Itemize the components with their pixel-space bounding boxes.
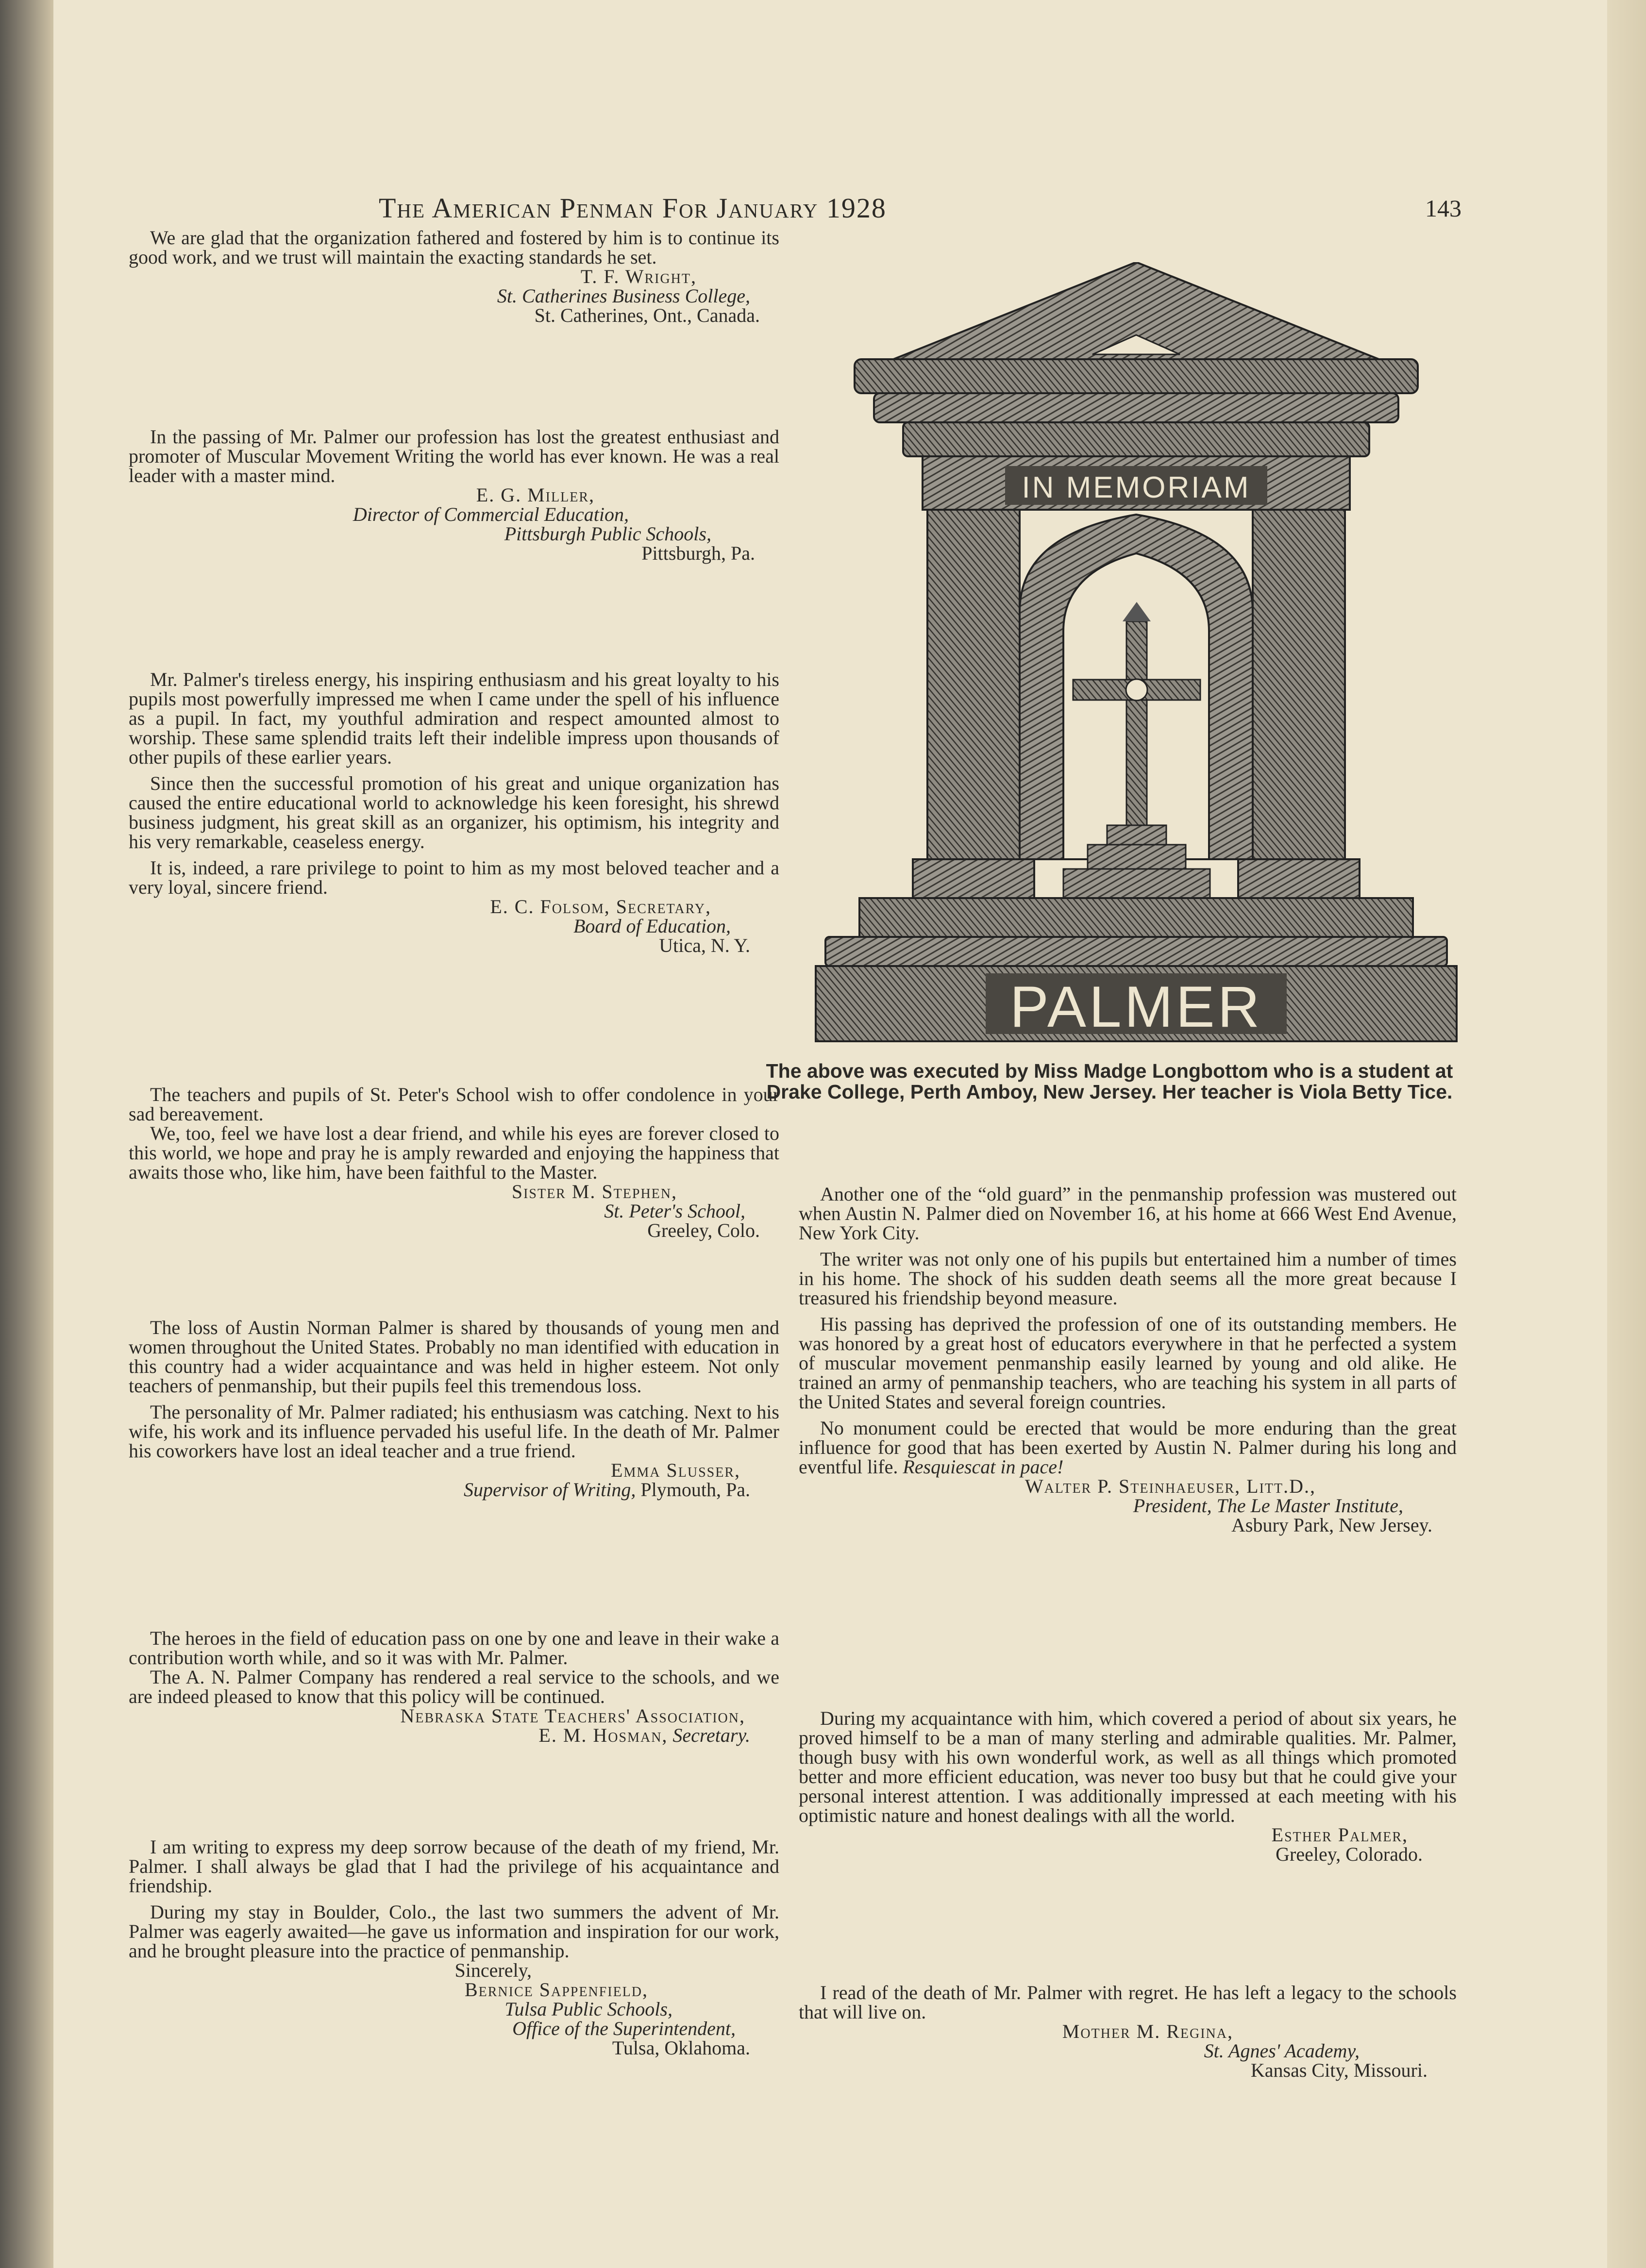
signature-location: Tulsa, Oklahoma. [612,2037,750,2059]
letter-paragraph: No monument could be erected that would be more enduring than the great influence for good that has been exerted by Austin N. Palmer during his long and eventful life. Resquiescat in pace! [799,1417,1457,1478]
letter-paragraph: The heroes in the field of education pass on one by one and leave in their wake a contribution worth while, and so it was with Mr. Palmer. [129,1627,779,1668]
page-edge [1607,0,1646,2268]
letter-paragraph: We are glad that the organization fathered and fostered by him is to continue its good work, and we trust will maintain the exacting standards he set. [129,227,779,268]
signature-name: E. C. Folsom, Secretary, [490,896,711,917]
header-title: The American Penman For January 1928 [379,192,887,224]
letter-miller [129,427,779,563]
signature-affiliation: Office of the Superintendent, [512,2018,736,2039]
letter-paragraph: I read of the death of Mr. Palmer with regret. He has left a legacy to the schools that will live on. [799,1982,1457,2023]
illustration-caption: The above was executed by Miss Madge Longbottom who is a student at Drake College, Perth Amboy, New Jersey. Her teacher is Viola Betty Tice. [766,1060,1453,1103]
signature-affiliation: Board of Education, [573,915,731,937]
signature-name: E. G. Miller, [476,484,595,506]
signature-name: E. M. Hosman, Secretary. [538,1724,750,1746]
letter-paragraph: In the passing of Mr. Palmer our profession has lost the greatest enthusiast and promoter of Muscular Movement Writing the world has ever known. He was a real leader with a master mind. [129,426,779,486]
signature-location: Greeley, Colo. [647,1219,760,1241]
signature-affiliation: St. Catherines Business College, [497,285,750,307]
letter-paragraph: The A. N. Palmer Company has rendered a real service to the schools, and we are indeed pleased to know that this policy will be continued. [129,1666,779,1707]
signature-name: T. F. Wright, [580,266,697,287]
signature-name: Esther Palmer, [1271,1824,1408,1846]
signature-location: Kansas City, Missouri. [1250,2059,1428,2081]
letter-nebraska [129,1629,779,1745]
letter-paragraph: His passing has deprived the profession of one of its outstanding members. He was honored by a great host of educators everywhere in that he perfected a system of muscular movement penmanship easily learned by young and old alike. He trained an army of penmanship teachers, who are teaching his system in all parts of the United States and several foreign countries. [799,1313,1457,1413]
letter-paragraph: It is, indeed, a rare privilege to point to him as my most beloved teacher and a very loyal, sincere friend. [129,857,779,898]
signature-name: Bernice Sappenfield, [464,1979,648,2001]
letter-paragraph: I am writing to express my deep sorrow because of the death of my friend, Mr. Palmer. I shall always be glad that I had the privilege of his acquaintance and friendship. [129,1836,779,1897]
signature-name: Walter P. Steinhaeuser, Litt.D., [1025,1475,1316,1497]
letter-paragraph: During my stay in Boulder, Colo., the last two summers the advent of Mr. Palmer was eagerly awaited—he gave us information and inspiration for our work, and he brought pleasure into the practice of penmanship. [129,1901,779,1962]
letter-paragraph: Another one of the “old guard” in the penmanship profession was mustered out when Austin N. Palmer died on November 16, at his home at 666 West End Avenue, New York City. [799,1183,1457,1244]
book-gutter-shadow [0,0,53,2268]
signature-affiliation: Director of Commercial Education, [353,503,629,525]
left-column [927,510,1020,859]
letter-stephen [129,1085,779,1240]
signature-affiliation: Supervisor of Writing, Plymouth, Pa. [463,1479,750,1501]
signature-location: Asbury Park, New Jersey. [1231,1514,1432,1536]
letter-slusser [129,1318,779,1500]
letter-paragraph: Mr. Palmer's tireless energy, his inspiring enthusiasm and his great loyalty to his pupils most powerfully impressed me when I came under the spell of his influence as a pupil. In fact, my youthful admiration and respect amounted almost to worship. These same splendid traits left their indelible impress upon thousands of other pupils of these earlier years. [129,668,779,768]
signature-affiliation: Pittsburgh Public Schools, [504,523,711,545]
base-text: PALMER [1009,974,1263,1039]
signature-location: Pittsburgh, Pa. [641,542,755,564]
letter-paragraph: The personality of Mr. Palmer radiated; his enthusiasm was catching. Next to his wife, his work and its influence pervaded his useful life. In the death of Mr. Palmer his coworkers have lost an ideal teacher and a true friend. [129,1401,779,1462]
signature-location: Utica, N. Y. [659,934,750,956]
signature-affiliation: St. Peter's School, [604,1200,745,1222]
memorial-arch-illustration [811,262,1461,1044]
letter-folsom [129,670,779,955]
letter-regina [799,1983,1457,2080]
signature-location: Greeley, Colorado. [1276,1843,1423,1865]
letter-paragraph: We, too, feel we have lost a dear friend, and while his eyes are forever closed to this world, we hope and pray he is amply rewarded and enjoying the happiness that awaits those who, like him, have been faithful to the Master. [129,1122,779,1183]
monument-base [859,898,1413,937]
letter-paragraph: Since then the successful promotion of his great and unique organization has caused the entire educational world to acknowledge his keen foresight, his shrewd business judgment, his great skill as an organizer, his optimism, his integrity and his very remarkable, ceaseless energy. [129,772,779,852]
signature-location: St. Catherines, Ont., Canada. [534,304,760,326]
signature-affiliation: President, The Le Master Institute, [1133,1495,1403,1517]
signature-name: Mother M. Regina, [1062,2020,1233,2042]
letter-steinhaeuser [799,1184,1457,1535]
letter-paragraph: The writer was not only one of his pupils but entertained him a number of times in his home. The shock of his sudden death seems all the more great because I treasured his friendship beyond measure. [799,1248,1457,1309]
cornice [855,359,1418,393]
banner-text: IN MEMORIAM [1022,471,1251,504]
letter-paragraph: During my acquaintance with him, which covered a period of about six years, he proved himself to be a man of many sterling and admirable qualities. Mr. Palmer, though busy with his own wonderful work, as well as all things which promoted better and more efficient education, was never too busy but that he could give your personal interest attention. I was additionally impressed at each meeting with his optimistic nature and honest dealings with all the world. [799,1707,1457,1826]
signature-affiliation: Tulsa Public Schools, [504,1998,672,2020]
letter-sappenfield [129,1837,779,2058]
letter-paragraph: The teachers and pupils of St. Peter's School wish to offer condolence in your sad bereavement. [129,1084,779,1125]
page-number: 143 [1425,195,1461,222]
signature-name: Sister M. Stephen, [511,1181,677,1202]
letter-wright [129,228,779,325]
letter-esther-palmer [799,1709,1457,1864]
signature-closing: Sincerely, [454,1959,532,1981]
letter-paragraph: The loss of Austin Norman Palmer is shared by thousands of young men and women throughout the United States. Probably no man identified with education in this country had a wider acquaintance and was held in higher esteem. Not only teachers of penmanship, but their pupils feel this tremendous loss. [129,1317,779,1397]
right-column [1253,510,1345,859]
running-header [379,192,1471,231]
signature-name: Emma Slusser, [611,1459,740,1481]
signature-affiliation: St. Agnes' Academy, [1204,2040,1360,2062]
signature-name: Nebraska State Teachers' Association, [400,1705,745,1727]
